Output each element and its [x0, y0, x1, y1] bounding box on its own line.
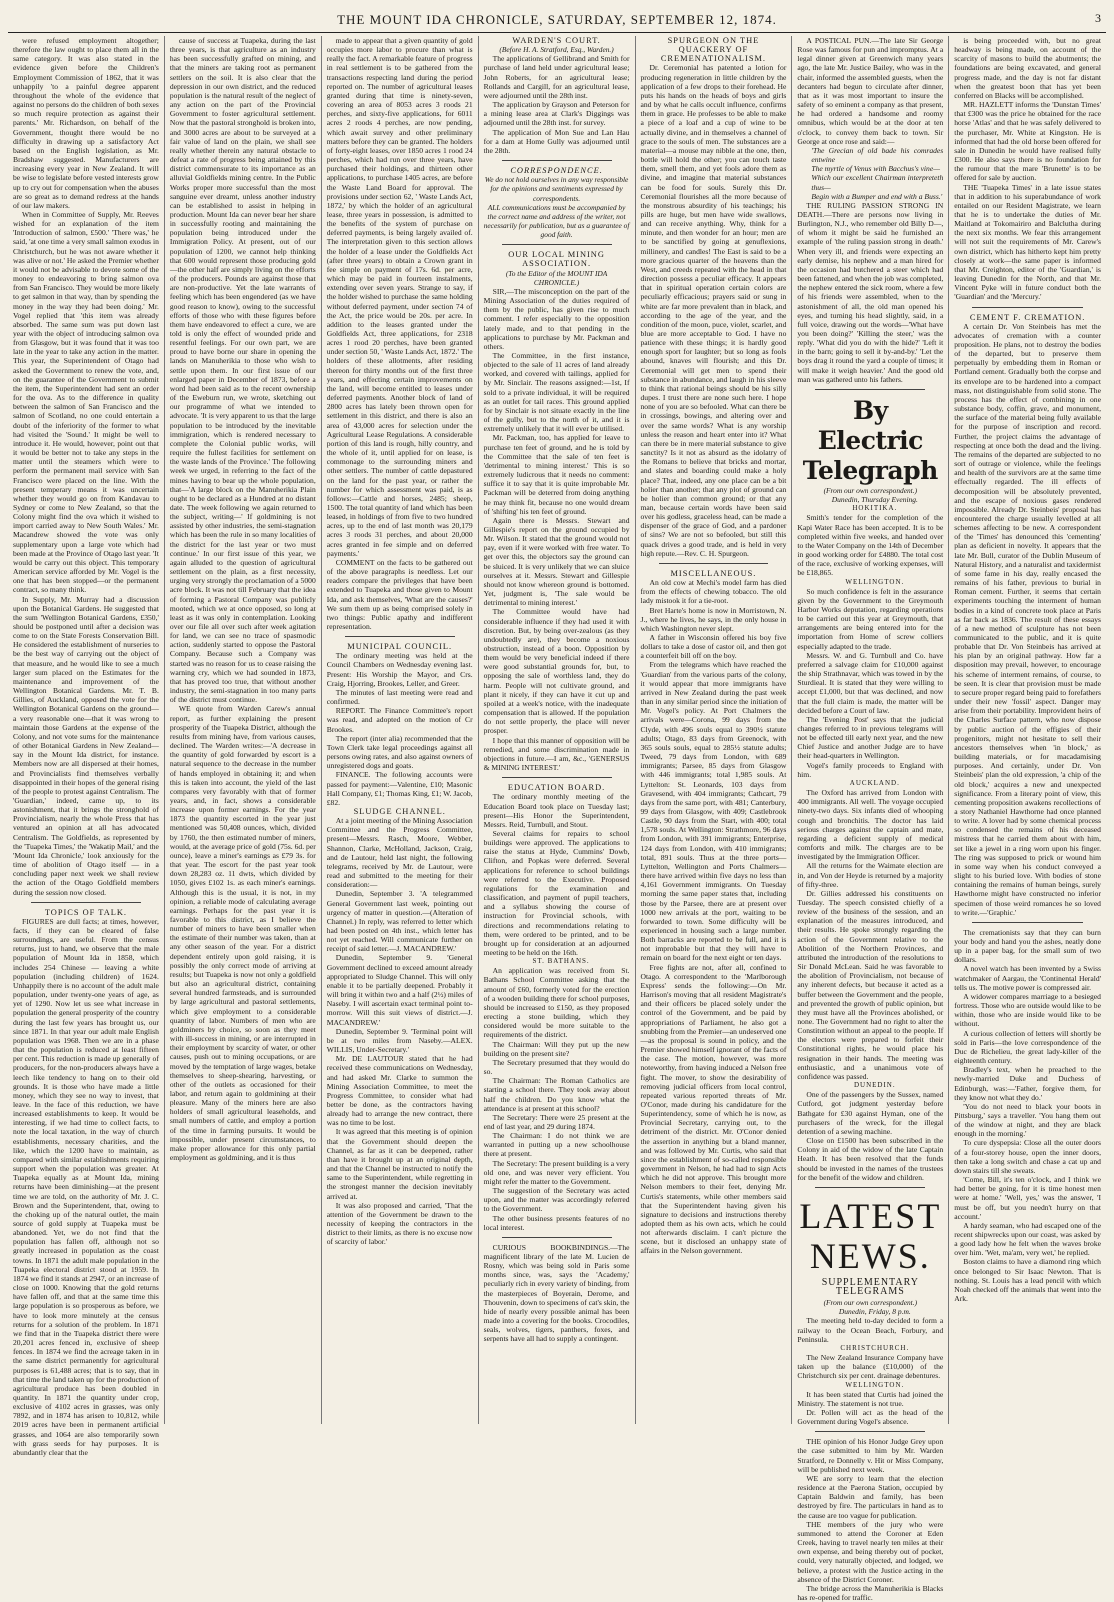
paragraph: FIGURES are dull facts; at times, however, facts, if they can be cleared of false surroundings, are useful. From the census returns, just to hand, we observe that the male population of Mount Ida in 1858, which includes 254 Chinese — leaving a white population (including children) of 1624. Unhappily there is no account of the adult male population, under twenty-one years of age, as yet of 1290. Now let us see what increase in population the general prosperity of the country during the last few years has brought us, our since 1871. In that year our adult male English population was 1968. Then we are in a phase that the population is reduced at least fifteen per cent. This reduction is made up generally of producers, for the non-producers always have a leech like tendency to hang on to their old grounds. It is those who have made a little money, which they see no way to invest, that leave. In the face of this reduction, we have increased establishments to keep. It would be interesting, if we had time to collect facts, to note the local taxation, in the way of church establishments, necessary charities, and the like, which the 1200 have to maintain, as compared with similar establishments requiring support when the population was greater. At Tuapeka equally as at Mount Ida, mining returns have been diminishing—at the present time we are told, on the authority of Mr. J. C. Brown and the Superintendent, that, owing to the choking up of the natural outlet, the main source of gold supply at Tuapeka must be abandoned. Yet, we do not find that the population has fallen off, although not so greatly increased in population as the coast towns. In 1871 the adult male population in the Tuapeka electoral district stood at 1959. In 1874 we find it stands at 2947, or an increase of close on 1000. Knowing that the gold returns have fallen off, and that at the same time this large population is so prosperous as before, we have to look more minutely at the census returns for a solution of the problem. In 1871 we find that in the Tuapeka district there were 20,201 acres fenced in, exclusive of sheep fences. In 1874 we find the acreage taken in in the same district permanently for agricultural purposes is 61,488 acres; that is to say, that in that time the land taken up for the production of agricultural produce has been doubled in quantity. In 1871 the quantity under crop, exclusive of 4102 acres in grasses, was only 7892, and in 1874 has arisen to 10,812, while 2019 acres have been in permanent artificial grasses, and 1064 are also temporarily sown with grass seeds for hay purposes. It is abundantly clear that the — [13, 916, 159, 1457]
paragraph: Boston claims to have a diamond ring which once belonged to Sir Isaac Newton. That is nothing. St. Louis has a lead pencil with which Noah checked off the animals that went into the Ark. — [954, 1257, 1101, 1304]
place-heading: AUCKLAND. — [849, 778, 900, 787]
section-heading: CEMENT F. CREMATION. — [969, 312, 1086, 322]
paragraph: The Committee, in the first instance, objected to the sale of 11 acres of land already worked, and covered with tailings, applied for by Mr. Sinclair. The reasons assigned:—1st, If sold to a private individual, it will be required as an outlet for tail races. This ground applied for by Sinclair is not situate exactly in the line of the gully, but to the north of it, and it is extremely unlikely that it will ever be utilised. — [483, 351, 630, 434]
divider — [502, 160, 612, 161]
divider — [502, 244, 612, 245]
paragraph: The Chairman: I do not think we are warranted in putting up a new schoolhouse there at present. — [483, 1131, 630, 1159]
paragraph: The report (inter alia) recommended that the Town Clerk take legal proceedings against all persons owing rates, and also against owners of unregistered dogs and goats. — [326, 733, 473, 771]
paragraph: Bradley's text, when he preached to the newly-married Duke and Duchess of Edinburgh, was:—'Father, forgive them, for they know not what they do.' — [954, 1065, 1101, 1102]
paragraph: FINANCE. The following accounts were passed for payment:—Valentine, £10; Masonic Hall Company, £1; Thomas King, £1; W. Jacob, £82. — [326, 770, 473, 807]
divider — [972, 922, 1083, 923]
paragraph: The suggestion of the Secretary was acted upon, and the matter was accordingly referred to the Government. — [483, 1186, 630, 1214]
place-heading: DUNEDIN. — [853, 1081, 896, 1090]
divider — [815, 389, 925, 390]
paragraph: cause of success at Tuapeka, during the last three years, is that agriculture as an industry has been successfully grafted on mining, and that the miners are taking root as permanent settlers on the soil. It is also clear that the depression in our own district, and the reduced population is the natural result of the neglect of any action on the part of the Provincial Government to foster agricultural settlement. Now that the pastoral stronghold is broken into, and 3000 acres are about to be surveyed at a fair value of land on the plain, we shall see really whether therein any natural obstacle to defeat a rate of progress being attained by this district commensurate to its importance as an alluvial Goldfields mining centre. In the Public Works proper more successful than the most sanguine ever dreamt, unless another industry can be established to assist in helping in production. Mount Ida can never bear her share in successfully rooting and maintaining the population being introduced under the Immigration Policy. At present, out of our population of 1200, we cannot help thinking that 600 would represent those producing gold—the other half are simply living on the efforts of the producers. Pounds are against those that are non-productive. Yet the late warrants of feeling which has been engendered (as we have good reason to know), owing to the successful efforts of those who with these figures before them have endeavored to effect a cure, we are told is only the effect of wounded pride and resentful feelings. For our own part, we are proud to have borne our share in opening the lands on Manuherikia to those who wish to settle upon them. In our first issue of our enlarged paper in December of 1873, before a word had been said as to the recent ownership of the Eweburn run, we wrote, sketching out our programme of what we intended to advocate. 'It is very apparent to us that the large population to be introduced by the inevitable immigration, which is rendered necessary to complete the Colonial public works, will require the fullest facilities for settlement on the waste lands of the Province.' The following week we urged, in referring to the fact of the mines having to bear up the whole population, that—'A large block on the Manuherikia Plain ought to be declared as a Hundred at no distant date. The week following we again returned to the subject, writing—' If goldmining is not assisted by other industries, the semi-stagnation which has been the rule in so many localities of the district for the last year or two must continue.' In our first issue of this year, we again alluded to the question of agricultural settlement on the plain, as a first necessity, urging very strongly the proclamation of a 5000 acre block. It was not till February that the idea of forming a Pastoral Company was publicly mooted, which we at once opposed, so long at least as it was only in contemplation. Looking over our file all over such after week agitation for land, we can see no trace of spasmodic action, suddenly started to oppose the Pastoral Company. Because such a Company was started was no reason for us to cease raising the warning cry, which we had sounded in 1873, that has proved too true, that without another industry, the semi-stagnation in too many parts of the district must continue. — [169, 36, 316, 705]
section-heading: MISCELLANEOUS. — [670, 568, 757, 578]
masthead-title: THE MOUNT IDA CHRONICLE, SATURDAY, SEPTEMBER 12, 1874. — [337, 12, 777, 27]
paragraph: made to appear that a given quantity of gold occupies more labor to procure than what is really the fact. A remarkable feature of progress in real settlement is to be gathered from the transactions respecting land during the period reported on. The number of agricultural leases granted during that time is ninety-seven, covering an area of 8053 acres 3 roods 21 perches, and sixty-five applications, for 6011 acres 2 roods 4 perches, are now pending, which await survey and other preliminary matters before they can be granted. The holders of forty-eight leases, over 1850 acres 1 rood 24 perches, which had run over three years, have purchased their holdings, and thirteen other applications, to purchase 1405 acres, are before the Waste Land Board for approval. The provisions under section 62, ' Waste Lands Act, 1872,' by which the holder of an agricultural lease, three years in possession, is admitted to the benefits of the system of purchase on deferred payments, is being largely availed of. The interpretation given to this section allows the holder of a lease under the Goldfields Act (after three years) to obtain a Crown grant in fee simple on payment of 17s. 6d. per acre, which may be paid in fourteen instalments, extending over seven years. Strange to say, if the holder wished to purchase the same holding without deferred payment, under section 74 of the Act, the price would be 20s. per acre. In addition to the leases granted under the Goldfields Act, three applications, for 2318 acres 1 rood 20 perches, have been granted under section 50, ' Waste Lands Act, 1872.' The holders of these allotments, after residing thereon for thirty months out of the first three years, and effecting certain improvements on the land, will become entitled to leases under deferred payments. Another block of land of 2800 acres has lately been thrown open for settlement in this district, and there is also an area of 43,000 acres for selection under the Agricultural Lease Regulations. A considerable portion of this land is rough, hilly country, and the whole of it, until applied for on lease, is commonage to the surrounding miners and other settlers. The number of cattle depastured on the land for the past year, or rather the number for which assessment was paid, is as follows:—Cattle and horses, 2485; sheep, 1500. The total quantity of land which has been leased, in holdings of from five to two hundred acres, up to the end of last month was 20,179 acres 3 roods 31 perches, and about 20,000 acres granted in fee simple and on deferred payments.' — [326, 36, 473, 558]
paragraph: The 'Evening Post' says that the judicial changes referred to in previous telegrams will not be effected till early next year, and the new Chief Justice and another Judge are to have their head-quarters in Wellington. — [797, 714, 944, 761]
paragraph: The New Zealand Insurance Company have taken up the balance (£10,000) of the Christchurch six per cent. drainage debentures. — [797, 1353, 944, 1381]
paragraph: The Secretary: There were 25 present at the end of last year, and 29 during 1874. — [483, 1112, 630, 1131]
paragraph: The applications of Gellibrand and Smith for purchase of land held under agricultural lease; John Roberts, for an agricultural lease; Rollands and Cargill, for an agricultural lease, were adjourned until the 28th inst. — [483, 54, 630, 100]
column-7 — [949, 36, 1106, 1424]
paragraph: The cremationists say that they can burn your body and hand you the ashes, neatly done up in a paper bag, for the small sum of two dollars. — [954, 927, 1101, 965]
place-heading: ST. BATHANS. — [532, 957, 590, 966]
section-heading: SLUDGE CHANNEL. — [353, 806, 446, 816]
paragraph: Mr. Packman, too, has applied for leave to purchase ten feet of ground, and he is told by the Committee that the sale of ten feet is 'detrimental to mining interest.' This is so extremely ludicrous that it needs no comment: suffice it to say that it is quite improbable Mr. Packman will be deterred from doing anything he may think fit, because no one would dream of 'shifting' his ten feet of ground. — [483, 433, 630, 516]
poem-line: Begin with a Bumper and end with a Buss.' — [811, 191, 943, 201]
dateline: Dunedin, Thursday Evening. — [831, 495, 918, 505]
divider — [815, 1187, 925, 1188]
paragraph: Dunedin, September 3. 'A telegrammed General Government last week, pointing out urgency of matter in question.—(Alteration of Channel.) In reply, was referred to letter which had been posted on 4th inst., which letter has not yet reached. Will communicate further on receipt of said letter.—J. MACANDREW.' — [326, 889, 473, 954]
paragraph: When in Committee of Supply, Mr. Reeves wished for an explanation of the item 'Introduction of salmon, £500.' 'There was,' he said, 'at one time a very small salmon exodus in Christchurch, but he was not aware whether it was alive or not.' He asked the Premier whether it would not be advisable to devote some of the money to endeavoring to bring salmon ova from San Francisco. They would be more likely to get salmon in that way, than by spending the money in the way they had been doing.' Mr. Vogel replied that 'this item was already absorbed. The same sum was put down last year with the object of introducing salmon ova from Glasgow, but it was found that it was too late in the year to take any action in the matter. This year, the Superintendent of Otago had asked the Government to renew the vote, and, on the guarantee of the Government to submit the item, the Superintendent had sent an order for the ova. As to the difference in quality between the salmon of San Francisco and the salmon of Scotland, no one could entertain a doubt of the inferiority of the former to what had visited the 'Sound.' It might be well to introduce it. He would, however, point out that it would be better not to take any steps in the matter until the steamers which were to perform the permanent mail service with San Francisco were placed on the line. With the present temperary means it was uncertain whether they would go on from Kandavau to Sydney or come to New Zealand, so that the Colony might find the ova which it wished to import carried away to New South Wales.' Mr. Macandrew showed the vote was only supplementary upon a large vote which had been made at the Province of Otago last year. 'It would be carry out this object. This temporary American service afforded by Mr. Vogel is the one that has been stopped—or the permanent contract, so many think. — [13, 209, 159, 595]
divider — [659, 563, 769, 564]
paragraph: Dunedin, September 9. 'General Government declined to exceed amount already appropriated to Sludge Channel. This will only enable it to be partially deepened. Probably it will bring it within two and a half (2½) miles of Naseby. I will ascertain exact terminal point to-morrow. Will this suit views of district.—J. MACANDREW.' — [326, 953, 473, 1027]
paragraph: So much confidence is felt in the assurance given by the Government to the Greymouth Harbor Works deputation, regarding operations to be carried out this year at Greymouth, that arrangements are being entered into for the importation from Home of screw colliers especially adapted to the trade. — [797, 586, 944, 651]
place-heading: WELLINGTON. — [845, 1380, 905, 1389]
paragraph: A father in Wisconsin offered his boy five dollars to take a dose of castor oil, and then got a counterfeit bill off on the boy. — [640, 633, 787, 661]
paragraph: were refused employment altogether; therefore the law ought to place them all in the same category. It was also stated in the evidence given before the Children's Employment Commission of 1862, that it was unhappily 'to a painful degree apparent throughout the whole of the evidence that against no persons do the children of both sexes so much require protection as against their parents.' Mr. Richardson, on behalf of the Government, thought there would be no difficulty in drawing up a satisfactory Act based on the English legislation, as Mr. Bradshaw suggested. Manufacturers are increasing every year in New Zealand. It will be wise to legislate before vested interests grow up to cry out for compensation when the abuses are so great as to demand redress at the hands of our law makers. — [13, 36, 159, 210]
paragraph: THE RULING PASSION STRONG IN DEATH.—There are persons now living in Burlington, N.J., who remember old Billy D—, of whom it might be said he furnished an example of 'the ruling passion strong in death.' When very ill, and friends were expecting an early demise, his nephew and a man hired for the occasion had butchered a steer which had been fattened, and when the job was completed, the nephew entered the sick room, where a few of his friends were assembled, when to the astonishment of all, the old man opened his eyes, and turning his head slightly, said, in a full voice, drawing out the words—'What have you been doing?' 'Killing the steer,' was the reply. 'What did you do with the hide?' 'Left it in the barn; going to sell it by-and-by.' 'Let the boys drag it round the yard a couple of times; it will make it weigh heavier.' And the good old man was gathered unto his fathers. — [797, 200, 944, 384]
paragraph: A certain Dr. Von Steinbeis has met the advocates of cremation with a counter proposition. He plans, not to destroy the bodies of the departed, but to preserve them perpetually by embedding them in Roman or Portland cement. Gradually both the corpse and its envelope are to be hardened into a compact mass, not distinguishable from solid stone. The process has the effect of combining in one substance body, coffin, grave, and monument, the surface of the material being fully available for the purpose of inscription and record. Further, the project claims the advantage of respecting at once both the dead and the living. The remains of the departed are subjected to no sort of outrage or violence, while the feelings and health of the survivors are at the same time effectually regarded. The ill effects of decomposition will be absolutely prevented, and the escape of noxious gases rendered impossible. Already Dr. Steinbeis' proposal has encountered the charge usually levelled at all schemes affecting to be new. A correspondent of the 'Times' has denounced this 'cementing' plan as deficient in novelty. It appears that the late Mr. Bull, curator of the Dublin Museum of Natural History, and a naturalist and taxidermist of some fame in his day, really encased the remains of his father, previous to burial in Roman cement. Further, it seems that certain experiments touching the interment of human bodies in a kind of concrete took place at Paris as far back as 1836. The result of these essays of a new method of sculpture has not been communicated to the public, and it is quite probable that Dr. Von Steinbeis has arrived at his plan by an original pathway. How far a disposition may prevail, however, to encourage his scheme of interment remains, of course, to be seen. It is clear that provision must be made to secure proper regard being paid to forefathers under their new 'fossil' aspect. Danger may arise from their portability. Improvident heirs of the Charles Surface pattern, who now dispose by public auction of the effigies of their progenitors, might not hesitate to sell their ancestors themselves when 'in block,' as building materials, or for macadamising purposes. And certainly, under Dr. Von Steinbeis' plan the old expression, 'a chip of the old block,' acquires a new and unexpected significance. From a literary point of view, this cementing proposition awakens recollections of a story Nathaniel Hawthorne had once planned to write. A lover had by some chemical process so condensed the remains of his deceased mistress that he carried them about with him, set like a jewel in a ring worn upon his finger. The ring was supposed to prick or wound him in some way when his conduct conveyed a slight to his buried love. With bodies of stone containing the remains of human beings, surely Hawthorne might have constructed no inferior specimen of those weird romances he so loved to write.—'Graphic.' — [954, 321, 1101, 917]
paragraph: is being proceeded with, but no great headway is being made, on account of the scarcity of masons to build the abutments; the foundations are being excavated, and general progress made, and the day is not far distant when the greatest boon that has yet been conferred on Blacks will be accomplished. — [954, 36, 1101, 100]
paragraph: Bret Harte's home is now in Morristown, N. J., where he lives, he says, in the only house in which Washington never slept. — [640, 605, 787, 633]
column-4 — [479, 36, 636, 1424]
section-heading: SPURGEON ON THE QUACKERY OF CREMENATIONALISM. — [660, 36, 767, 64]
section-heading: MUNICIPAL COUNCIL. — [347, 642, 453, 652]
paragraph: Vogel's family proceeds to England with him. — [797, 760, 944, 779]
paragraph: The Committee would have had considerable influence if they had used it with discretion. But, by being over-zealous (as they undoubtedly are), they become a noxious obstruction, instead of a boon. Opposition by them would be very beneficial indeed if there were good substantial grounds for, but, to opposing the sale of worthless land, they do harm. People will not cultivate ground, and plant it nicely, if they can have it cut up and spoiled at a week's notice, with the inadequate compensation that is allowed. If the population do not settle properly, the place will never prosper. — [483, 607, 630, 736]
paragraph: The Chairman: Will they put up the new building on the present site? — [483, 1039, 630, 1058]
paragraph: Free fights are not, after all, confined to Otago. A correspondent to the 'Marlborough Express' sends the following:—On Mr. Harrison's moving that all resident Magistrate's and their officers be placed solely under the control of the Government, and be paid by appropriations of Parliament, he also got a snubbing from the Premier—an undeserved one—as the proposal is sound in policy, and the Premier showed himself ignorant of the facts of the case. The motion, however, was more noteworthy, from having induced a Nelson free fight. The mover, to show the desirability of removing judicial officers from local control, repeated various reported threats of Mr. O'Conor, made during his candidature for the Superintendency, some of which he is now, as Provincial Secretary, carrying out, to the detriment of the district. Mr. O'Conor denied the assertion in anything but a bland manner, and was followed by Mr. Curtis, who said that since the establishment of so-called responsible government in Nelson, he had had to sign Acts which he did not approve. This brought more Nelson members to their feet, denying Mr. Curtis's statements, while other members said that the Superintendent having given his signature to decisions and instructions thereby adopted them as his own acts, which he could not afterwards disclaim. I can't picture the scene, but it disclosed an unhappy state of affairs in the Nelson government. — [640, 962, 787, 1256]
paragraph: An old cow at Mechi's model farm has died from the effects of chewing tobacco. The old lady mistook it for a tie-root. — [640, 578, 787, 606]
columns — [8, 36, 1106, 1602]
paragraph: In Supply, Mr. Murray had a discussion upon the Botanical Gardens. He suggested that the sum 'Wellington Botanical Gardens, £350,' should be postponed until after a decision was come to on the State Forests Conservation Bill. He considered the establishment of nurseries to be the best way of carrying out the object of that measure, and he would like to see a much larger sum placed on the Estimates for the maintenance and improvement of the Wellington Botanical Gardens. Mr. T. B. Gillies, of Auckland, opposed the vote for the Wellington Botanical Gardens on the ground—a very reasonable one—that it was wrong to maintain those Gardens at the expense of the Colony, and not vote sums for the maintenance of other Botanical Gardens in New Zealand—say in the Mount Ida district, for instance. Members now are all dispersed at their homes, and Provincialists find themselves verbally disappointed in their hopes of the general rising of the people to protest against Centralism. The 'Guardian,' indeed, came up, to its astonishment, that it brings the stronghold of Provincialism, nearly the whole Press that has ventured an opinion at all has advocated Centralism. The Goldfields, as represented by the 'Tuapeka Times,' the 'Wakatip Mail,' and the 'Mount Ida Chronicle,' look anxiously for the time of abolition of Otago itself — in a concluding paper next week we shall review the action of the Otago Goldfield members during the session now closed. — [13, 594, 159, 897]
paragraph: Mr. DE LAUTOUR stated that he had received these communications on Wednesday, and had asked Mr. Clarke to summon the Mining Association Committee, to meet the Progress Committee, to consider what had better be done, as the contractors having already had to arrange the new contract, there was no time to be lost. — [326, 1054, 473, 1128]
paragraph: THE opinion of his Honor Judge Grey upon the case submitted to him by Mr. Warden Stratford, re Donnelly v. Hit or Miss Company, will be published next week. — [797, 1437, 944, 1474]
subheading: (Before H. A. Stratford, Esq., Warden.) — [499, 45, 614, 55]
paragraph: MR. HAZLETT informs the 'Dunstan Times' that £300 was the price he obtained for the race horse 'Atlas' and that he was safely delivered to the purchaser, Mr. White at Kingston. He is informed that had the old horse been offered for sale in Dunedin he would have realised fully £300. He also says there is no foundation for the rumour that the mare 'Brunette' is to be offered for sale by auction. — [954, 100, 1101, 183]
poem-line: 'The Grecian of old bade his comrades entwine — [811, 145, 944, 165]
paragraph: 'Come, Bill, it's ten o'clock, and I think we had better be going, for it is time honest men were at home.' 'Well, yes,' was the answer, 'I must be off, but you needn't hurry on that account.' — [954, 1175, 1101, 1221]
paragraph: I hope that this manner of opposition will be remedied, and some discrimination made in objections in future.—I am, &c., 'GENERSUS & MINING INTEREST.' — [483, 735, 630, 773]
paragraph: Dr. Gillies addressed his constituents on Tuesday. The speech consisted chiefly of a review of the business of the session, and an explanation of the measures introduced, and their results. He spoke strongly regarding the action of the Government relative to the Abolition of the Northern Provinces, and attributed the introduction of the resolutions to Sir Donald McLean. Said he was favorable to the abolition of Provincialism, not because of any inherent defects, but because it acted as a buffer between the Government and the people, and prevented the growth of public opinion, but they must have all the Provinces abolished, or none. The Government had no right to alter the Constitution without an appeal to the people. If the electors were prepared to forfeit their Constitutional rights, he would place his resignation in their hands. The meeting was enthusiastic, and a unanimous vote of confidence was passed. — [797, 888, 944, 1081]
section-heading: TOPICS OF TALK. — [44, 907, 128, 917]
telegraph-title: By Electric Telegraph — [802, 395, 938, 485]
paragraph: At a joint meeting of the Mining Association Committee and the Progress Committee, present—Messrs. Rasch, Moore, Webber, Shannon, Clarke, McHolland, Jackson, Craig, and de Lautour, held last night, the following telegrams, received by Mr. de Lautour, were read and submitted to the meeting for their consideration:— — [326, 816, 473, 890]
divider — [502, 1237, 612, 1238]
paragraph: Dr. Ceremonial has patented a lotion for producing regeneration in little children by the application of a few drops to their forehead. He puts his hands on the heads of boys and girls and by what he calls occult influence, confirms them in grace. He professes to be able to make a piece of a loaf and a cup of wine to be actually divine, and in themselves a channel of grace to the souls of men. The substances are a material—a mouse may nibble at the one, then, bottle will hold the other; you can touch taste them, smell them, and yet fools adore them as divine, and imagine that material substances can be food for souls. Surely this Dr. Ceremonial flourishes all the more because of the monstrous absurdity of his teachings; his pills are huge, but men have wide swallows, and can receive anything. Why, think for a minute, and then wonder for an hour; men are to be sanctified by going at genuflexions, millinery, and candles! The East is said to be a more gracious quarter of the heavens than the West, and creeds repeated with the head in that direction possess a peculiar efficacy. It appears that in spiritual operation certain colors are peculiarly efficacious; prayers said or sung in white are far more prevalent than in black, and according to the age of the year, and the condition of the moon, puce, violet, scarlet, and blue are more acceptable to God. I have no patience with these things; it is hardly good enough sport for laughter; but so long as fools abound, knaves will flourish; and this Dr. Ceremonial will get men to spend their substance in abundance, and laugh in his sleeve to think that rational beings should be his silly dupes. I trust there are none such here. I hope none of you are so befooled. What can there be in crossings, bowings, and altering over and over the same words? What is any worship unless the reason and heart enter into it? What can there be in mere material substance to give sanctity? Is it not as absurd as the idolatry of the Romans to believe that bricks and mortar, and slates and boarding could make a holy place? That, indeed, any one place can be a bit holier than another; that any plot of ground can be holier than common ground; or that any man, because certain words have been said over his godless, graceless head, can be made a dispenser of the grace of God, and a pardoner of sins? We are not so befooled, but still this quack drives a good trade, and is held in very high repute.—Rev. C. H. Spurgeon. — [640, 63, 787, 558]
latest-news-title: LATEST NEWS. — [799, 1195, 942, 1276]
dateline: Dunedin, Friday, 8 p.m. — [838, 1307, 911, 1317]
paragraph: THE 'Tuapeka Times' in a late issue states that in addition to his superabundance of work entailed on our Resident Magistrate, we learn that he is to undertake the duties of Mr. Maitland at Tokomairiro and Balclutha during the next six months. We fear this arrangement will not suit the requirements of Mr. Carew's own district, which has hitherto kept him pretty closely at work—the same paper is informed that Mr. Creighton, editor of the 'Guardian,' is leaving Dunedin for the North, and that Mr. Vincent Pyke will in future conduct both the 'Guardian' and the 'Mercury.' — [954, 182, 1101, 302]
section-heading: EDUCATION BOARD. — [507, 783, 606, 793]
place-heading: HOKITIKA. — [852, 504, 898, 513]
poem-line: Which our excellent Chairman interpreteth thus— — [811, 173, 944, 192]
paragraph: A novel watch has been invented by a Swiss watchmaker of Aargau, the 'Continental Herald' tells us. The motive power is compressed air. — [954, 964, 1101, 992]
paragraph: The other business presents features of no local interest. — [483, 1213, 630, 1232]
paragraph: A POSTICAL PUN.—The late Sir George Rose was famous for pun and impromptus. At a legal dinner given at Greenwich many years ago, the late Mr. Justice Bailey, who was in the chair, informed the assembled guests, when the decanters had begun to circulate after dinner, that as it was most important to insure the safety of so eminent a company as that present, he had ordered a handsome and roomy omnibus, which would be at the door at ten o'clock, to convey them back to town. Sir George at once rose and said:— — [797, 36, 944, 146]
paragraph: Several claims for repairs to school buildings were approved. The applications to raise the status at Hyde, Cummins' Dowb, Clifton, and Popkas were deferred. Several applications for reference to school buildings were referred to the Executive. Proposed regulations for the examination and classification, and payment of pupil teachers, and a syllabus showing the course of instruction for Provincial schools, with directions and recommendations relating to them, were ordered to be printed, and to be brought up for consideration at an adjourned meeting to be held on the 16th. — [483, 828, 630, 957]
paragraph: An application was received from St. Bathans School Committee asking that the amount of £60, formerly voted for the erection of a wooden building there for school purposes, should be increased to £150, as they proposed erecting a stone building, which they considered would be more suitable to the requirements of the district. — [483, 966, 630, 1040]
paragraph: A widower compares marriage to a besieged fortress. Those who are outside would like to be within, those who are inside would like to be without. — [954, 991, 1101, 1029]
masthead — [8, 8, 1106, 33]
subheading: ALL communications must be accompanied by the correct name and address of the writer, not necessarily for publication, but as a guarantee of good faith. — [483, 202, 630, 240]
subheading: (From our own correspondent.) — [823, 485, 918, 495]
section-heading: WARDEN'S COURT. — [512, 36, 601, 45]
paragraph: The minutes of last meeting were read and confirmed. — [326, 687, 473, 707]
divider — [815, 1431, 925, 1432]
section-heading: CORRESPONDENCE. — [510, 166, 603, 176]
section-heading: OUR LOCAL MINING ASSOCIATION. — [508, 250, 605, 269]
paragraph: The meeting held to-day decided to form a railway to the Ocean Beach, Forbury, and Peninsula. — [797, 1316, 944, 1344]
paragraph: From the telegrams which have reached the 'Guardian' from the various parts of the colony, it would appear that more immigrants have arrived in New Zealand during the past week than in any similar period since the initiation of Mr. Vogel's policy. At Port Chalmers the arrivals were—Corona, 99 days from the Clyde, with 496 souls equal to 390½ statute adults; Otago, 83 days from Greenock, with 365 souls souls, equal to 285½ statute adults; Tweed, 79 days from London, with 689 immigrants; Parsee, 85 days from Glasgow with 446 immigrants; total 1,985 souls. At Lyttelton: St. Leonards, 103 days from Gravesend, with 404 immigrants; Cathcart, 79 days from the same port, with 481; Canterbury, 99 days from Glasgow, with 409; Castlebrook Castle, 90 days from the Start, with 400; total 1,578 souls. At Wellington: Strathmore, 96 days from London, with 391 immigrants; Enterprise, 124 days from London, with 410 immigrants; total, 891 souls. Thus at the three ports—Lyttelton, Wellington and Ports Chalmers—there have arrived within five days no less than 4,161 Government immigrants. On Tuesday morning the same paper states that, including those by the Parsee, there are at present over 1000 new arrivals at the port, waiting to be forwarded to town. Some difficulty will be experienced in housing such a large number. Both barracks are reported to be full, and it is not improbable but that they will have to remain on board for the next eight or ten days. — [640, 660, 787, 963]
paragraph: One of the passengers by the Sussex, named Cutford, got judgment yesterday before Bathgate for £30 against Hyman, one of the purchasers of the wreck, for the illegal detention of a sewing machine. — [797, 1090, 944, 1136]
page-number: 3 — [1095, 11, 1102, 25]
divider — [502, 777, 612, 778]
place-heading: WELLINGTON. — [845, 577, 905, 586]
paragraph: The application by Grayson and Peterson for a mining lease area at Clark's Diggings was adjourned until the 28th inst. for survey. — [483, 100, 630, 128]
paragraph: COMMENT on the facts to be gathered out of the above paragraphs is needless. Let our readers compare the privileges that have been extended to Tuapeka and those given to Mount Ida, and ask themselves, 'What are the causes?' We sum them up as being comprised solely in two things: Public apathy and indifferent representation. — [326, 557, 473, 631]
paragraph: A curious collection of letters will shortly be sold in Paris—the love correspondence of the Duc de Richelieu, the great lady-killer of the eighteenth century. — [954, 1028, 1101, 1066]
paragraph: The application of Mon Sue and Lan Hau for a dam at Home Gully was adjourned until the 28th. — [483, 127, 630, 155]
subheading: (From our own correspondent.) — [823, 1298, 918, 1308]
paragraph: All the returns for the Waimate election are in, and Von der Heyde is returned by a majority of fifty-three. — [797, 861, 944, 889]
paragraph: The ordinary monthly meeting of the Education Board took place on Tuesday last; present—His Honor the Superintendent, Messrs. Reid, Turnbull, and Stout. — [483, 792, 630, 829]
subheading: (To the Editor of the MOUNT IDA CHRONICLE.) — [505, 268, 608, 287]
place-heading: CHRISTCHURCH. — [840, 1343, 910, 1352]
paragraph: WE are sorry to learn that the election residence at the Paerona Station, occupied by Captain Baldwin and family, has been destroyed by fire. The particulars in hand as to the cause are too vague for publication. — [797, 1473, 944, 1520]
paragraph: To cure dyspepsia: Close all the outer doors of a four-storey house, open the inner doors, then take a long switch and chase a cat up and down stairs till she sweats. — [954, 1138, 1101, 1175]
paragraph: The Secretary presumed that they would do so. — [483, 1057, 630, 1077]
divider — [345, 636, 455, 637]
subheading: We do not hold ourselves in any way responsible for the opinions and sentiments expressed by correspondents. — [484, 175, 629, 203]
column-6 — [792, 36, 949, 1602]
paragraph: Dunedin, September 9. 'Terminal point will be at two miles from Naseby.—ALEX. WILLIS, Under-Secretary.' — [326, 1026, 473, 1055]
paragraph: Again there is Messrs. Stewart and Gillespie's report on the ground occupied by Mr. Wilson. It stated that the ground would not pay, even if it were worked with free water. To get over this, the objectors say the ground can be sluiced. It is very unlikely that we can sluice ourselves at it. Messrs. Stewart and Gillespie should not know whereon ground is bottomed. Yet, judgment is, 'The sale would be detrimental to mining interest.' — [483, 515, 630, 608]
paragraph: It was agreed that this meeting is of opinion that the Government should deepen the Channel, as far as it can be deepened, rather than have it brought up at an original depth, and that the Channel be instructed to notify the same to the Superintendent, while regretting in the strongest manner the decision inevitably arrived at. — [326, 1127, 473, 1201]
supplementary-title: SUPPLEMENTARY TELEGRAMS — [821, 1276, 919, 1297]
divider — [972, 307, 1083, 308]
paragraph: WE quote from Warden Carew's annual report, as further explaining the present prosperity of the Tuapeka District, although the results from mining have, from various causes, declined. The Warden writes:—'A decrease in the quantity of gold forwarded by escort is a natural sequence to the decrease in the number of hands employed in obtaining it; and when this is taken into account, the yield of the last compares very favorably with that of former years, and, in fact, shows a considerable increase upon former earnings. For the year 1873 the quantity escorted in the year just mentioned was 50,408 ounces, which, divided by 1760, the then estimated number of miners, would, at the average price of gold (75s. 6d. per ounce), leave a miner's earnings as £79 3s. for that year. The escort for the past year took down 28,283 oz. 11 dwts, which divided by 1050, gives £102 1s. as each miner's earnings. Although this is the usual, it is not, in my opinion, a reliable mode of calculating average earnings. Perhaps for the past year it is favorable to this district, as I believe the number of miners to have been smaller when the estimate of their number was taken, than at any other season of the year. For a district dependent entirely upon gold raising, it is possibly the only correct mode of arriving at results; but Tuapeka is now not only a goldfield but also an agricultural district, containing several hundred farmsteads, and is surrounded by large agricultural and pastoral settlements, which give employment to a considerable quantity of labor. Numbers of men who are goldminers by choice, so soon as they meet with ill-success in mining, or are interrupted in their employment by scarcity of water, or other causes, push out to mining occupations, or are moved by the temptation of large wages, betake themselves to sheep-shearing, harvesting, or other of the outlets as occasioned for their labor, and return again to goldmining at their pleasure. Many of the miners here are also holders of small agricultural leaseholds, and small numbers of cattle, and employ a portion of the time in farming pursuits. It would be impossible, under present circumstances, to make proper allowance for this only partial employment as goldmining, and it is thus — [169, 704, 316, 1163]
paragraph: SIR,—The misconception on the part of the Mining Association of the duties required of them by the public, has given rise to much comment. I refer especially to the opposition lately made, and to that pending in the applications to purchase by Mr. Packman and others. — [483, 286, 630, 351]
column-2 — [165, 36, 322, 1424]
paragraph: Messrs. W. and G. Turnbull and Co. have preferred a salvage claim for £10,000 against the ship Strathnavar, which was towed in by the Sturdieal. It is stated that they were willing to accept £1,000, but that was declined, and now that the full claim is made, the matter will be decided before a Court of law. — [797, 650, 944, 715]
poem-line: The myrtle of Venus with Bacchus's vine— — [811, 164, 940, 174]
column-3 — [322, 36, 479, 1424]
column-5 — [636, 36, 793, 1424]
paragraph: 'You do not need to black your boots in Pittsburg,' says a traveller. 'You hang them out of the window at night, and they are black enough in the morning.' — [954, 1101, 1101, 1139]
paragraph: Smith's tender for the completion of the Kapi Water Race has been accepted. It is to be completed within five weeks, and handed over to the Water Company on the 14th of December in good working order for £4880. The total cost of the race, exclusive of working expenses, will be £18,865. — [797, 513, 944, 578]
paragraph: THE members of the jury who were summoned to attend the Coroner at Eden Creek, having to travel nearly ten miles at their own expense, and being thereby out of pocket, could, very naturally objected, and lodged, we believe, a protest with the Justice acting in the absence of the District Coroner. — [797, 1519, 944, 1584]
paragraph: REPORT. The Finance Committee's report was read, and adopted on the motion of Cr Brookes. — [326, 706, 473, 734]
column-1 — [8, 36, 165, 1457]
paragraph: The Secretary: The present building is a very old one, and was never very efficient. You might refer the matter to the Government. — [483, 1158, 630, 1186]
paragraph: CURIOUS BOOKBINDINGS.—The magnificent library of the late M. Lucien de Rosny, which was being sold in Paris some months since, was, says the 'Academy,' peculiarly rich in every variety of binding, from the masterpieces of Boyerain, Derome, and Thouvenin, down to specimens of cat's skin, the hide of nearly every possible animal has been made into a covering for the books. Crocodiles, seals, wolves, tigers, panthers, foxes, and serpents have all had to supply a contingent. — [483, 1242, 630, 1344]
paragraph: The Chairman: The Roman Catholics are starting a school there. They took away about half the children. Do you know what the attendance is at present at this school? — [483, 1076, 630, 1113]
paragraph: A hardy seaman, who had escaped one of the recent shipwrecks upon our coast, was asked by a good lady how he felt when the waves broke over him. 'Wet, ma'am, very wet,' he replied. — [954, 1220, 1101, 1258]
paragraph: The bridge across the Manuherikia is Blacks has re-opened for traffic. — [797, 1583, 944, 1602]
paragraph: Dr. Pollen will act as the head of the Government during Vogel's absence. — [797, 1408, 944, 1427]
divider — [31, 902, 141, 903]
paragraph: It has been stated that Curtis had joined the Ministry. The statement is not true. — [797, 1389, 944, 1408]
paragraph: The ordinary meeting was held at the Council Chambers on Wednesday evening last. Present: His Worship the Mayor, and Crs. Craig, Hjorring, Brookes, Leller, and Greer. — [326, 651, 473, 688]
paragraph: It was also proposed and carried, 'That the attention of the Government be drawn to the necessity of keeping the contractors in the district to their limits, as there is no excuse now of scarcity of labor.' — [326, 1200, 473, 1247]
paragraph: Close on £1500 has been subscribed in the Colony in aid of the widow of the late Captain Heath. It has been resolved that the funds should be invested in the names of the trustees for the benefit of the widow and children. — [797, 1136, 944, 1182]
paragraph: The Oxford has arrived from London with 400 immigrants. All well. The voyage occupied ninety-two days. Six infants died of whooping cough and bronchitis. The doctor has laid serious charges against the captain and mate, regarding a deficient supply of medical comforts and milk. The charges are to be investigated by the Immigration Officer. — [797, 788, 944, 862]
